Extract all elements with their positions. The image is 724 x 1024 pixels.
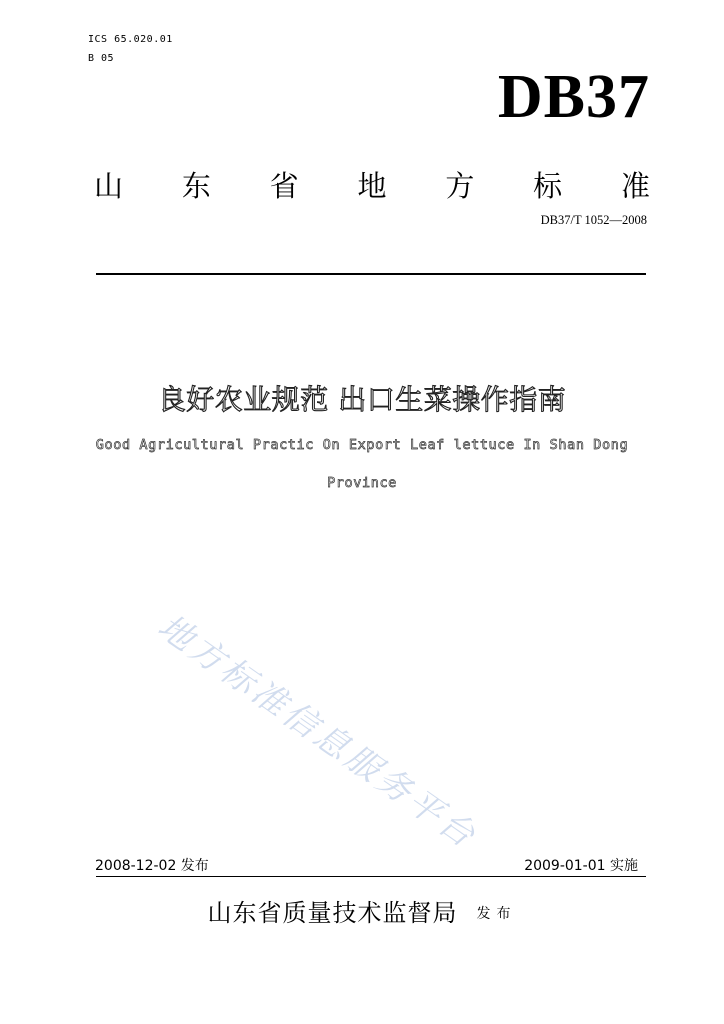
standard-type-char: 地 bbox=[357, 169, 387, 203]
watermark: 地方标准信息服务平台 bbox=[150, 606, 485, 858]
standard-type-char: 山 bbox=[94, 169, 124, 203]
issuer: 山东省质量技术监督局 bbox=[207, 899, 458, 927]
db-code: DB37 bbox=[497, 63, 650, 131]
issuer-line bbox=[0, 893, 724, 928]
implementation-date: 2009-01-01 实施 bbox=[524, 858, 638, 874]
chinese-title: 良好农业规范 出口生菜操作指南 bbox=[157, 383, 567, 416]
issue-date: 2008-12-02 发布 bbox=[95, 858, 209, 874]
english-title-line-2: Province bbox=[327, 475, 397, 491]
standard-number: DB37/T 1052—2008 bbox=[540, 213, 647, 227]
issue-word: 发布 bbox=[476, 906, 517, 922]
standard-type-char: 东 bbox=[181, 169, 211, 203]
bottom-divider bbox=[96, 876, 646, 877]
standard-type-char: 方 bbox=[445, 169, 475, 203]
ics-code: ICS 65.020.01 bbox=[88, 34, 173, 45]
english-title-line-1: Good Agricultural Practic On Export Leaf lettuce In Shan Dong bbox=[95, 437, 629, 453]
top-divider bbox=[96, 273, 646, 275]
standard-type-char: 标 bbox=[533, 169, 563, 203]
standard-type-char: 准 bbox=[620, 169, 650, 203]
ccs-code: B 05 bbox=[88, 53, 115, 64]
standard-type-char: 省 bbox=[269, 169, 299, 203]
standard-type bbox=[94, 170, 650, 202]
